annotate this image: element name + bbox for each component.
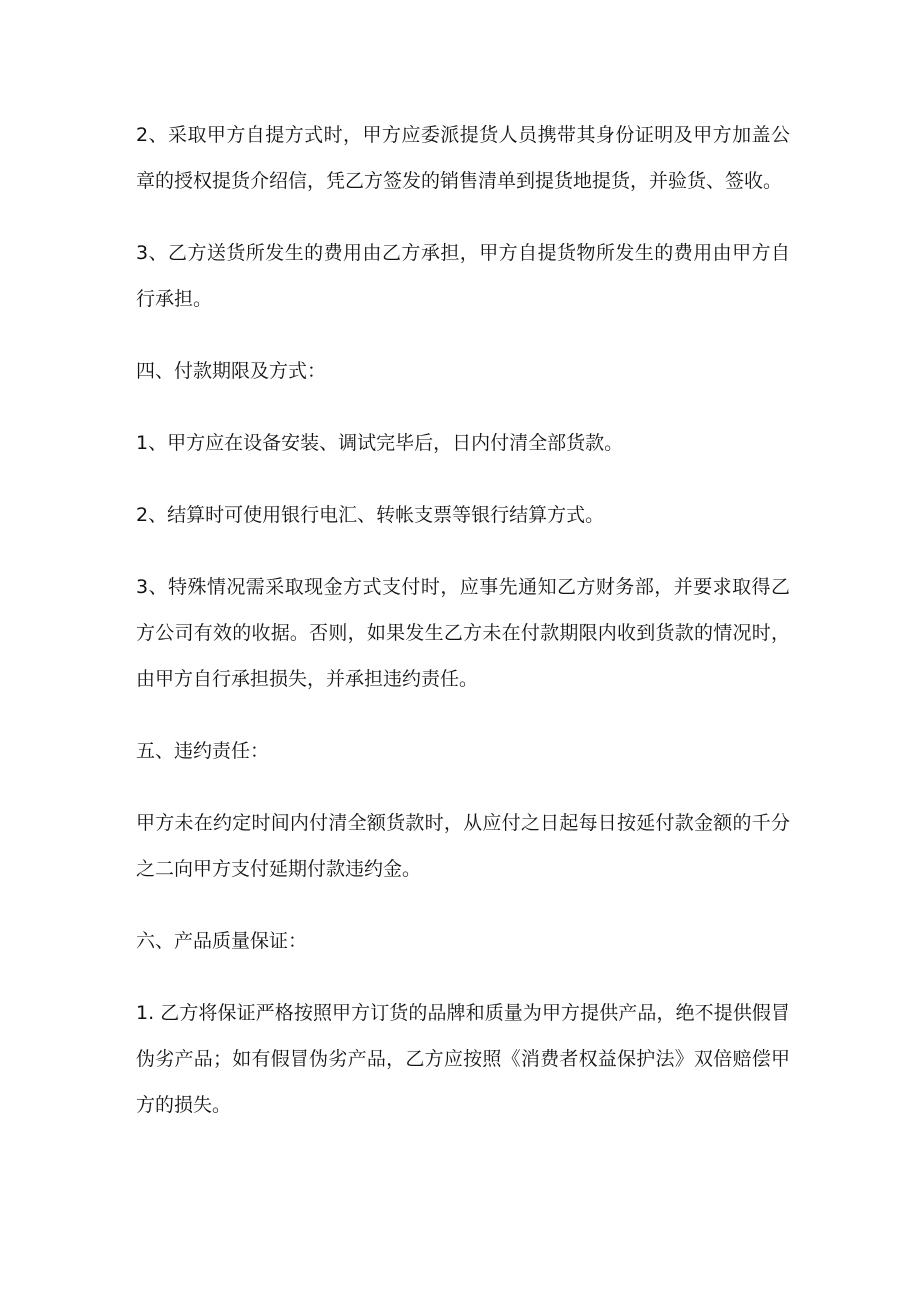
clause-3-3-delivery-costs: 3、乙方送货所发生的费用由乙方承担，甲方自提货物所发生的费用由甲方自行承担。: [136, 242, 790, 310]
clause-4-3-cash-payment: 3、特殊情况需采取现金方式支付时，应事先通知乙方财务部，并要求取得乙方公司有效的收据。否则，如果发生乙方未在付款期限内收到货款的情况时，由甲方自行承担损失，并承担违约责任。: [136, 576, 790, 690]
clause-6-1-genuine-products: 1. 乙方将保证严格按照甲方订货的品牌和质量为甲方提供产品，绝不提供假冒伪劣产品；如有假冒伪劣产品，乙方应按照《消费者权益保护法》双倍赔偿甲方的损失。: [136, 1002, 790, 1116]
clause-3-2-self-pickup: 2、采取甲方自提方式时，甲方应委派提货人员携带其身份证明及甲方加盖公章的授权提货介绍信，凭乙方签发的销售清单到提货地提货，并验货、签收。: [136, 124, 790, 192]
section-heading-quality-guarantee: 六、产品质量保证：: [136, 930, 308, 952]
clause-5-late-payment-penalty: 甲方未在约定时间内付清全额货款时，从应付之日起每日按延付款金额的千分之二向甲方支付延期付款违约金。: [136, 812, 790, 880]
document-body: [136, 112, 790, 1154]
section-heading-liability: 五、违约责任：: [136, 740, 270, 762]
clause-4-1-payment-deadline: 1、甲方应在设备安装、调试完毕后，日内付清全部货款。: [136, 432, 624, 454]
clause-4-2-settlement-methods: 2、结算时可使用银行电汇、转帐支票等银行结算方式。: [136, 504, 605, 526]
section-heading-payment-terms: 四、付款期限及方式：: [136, 360, 327, 382]
